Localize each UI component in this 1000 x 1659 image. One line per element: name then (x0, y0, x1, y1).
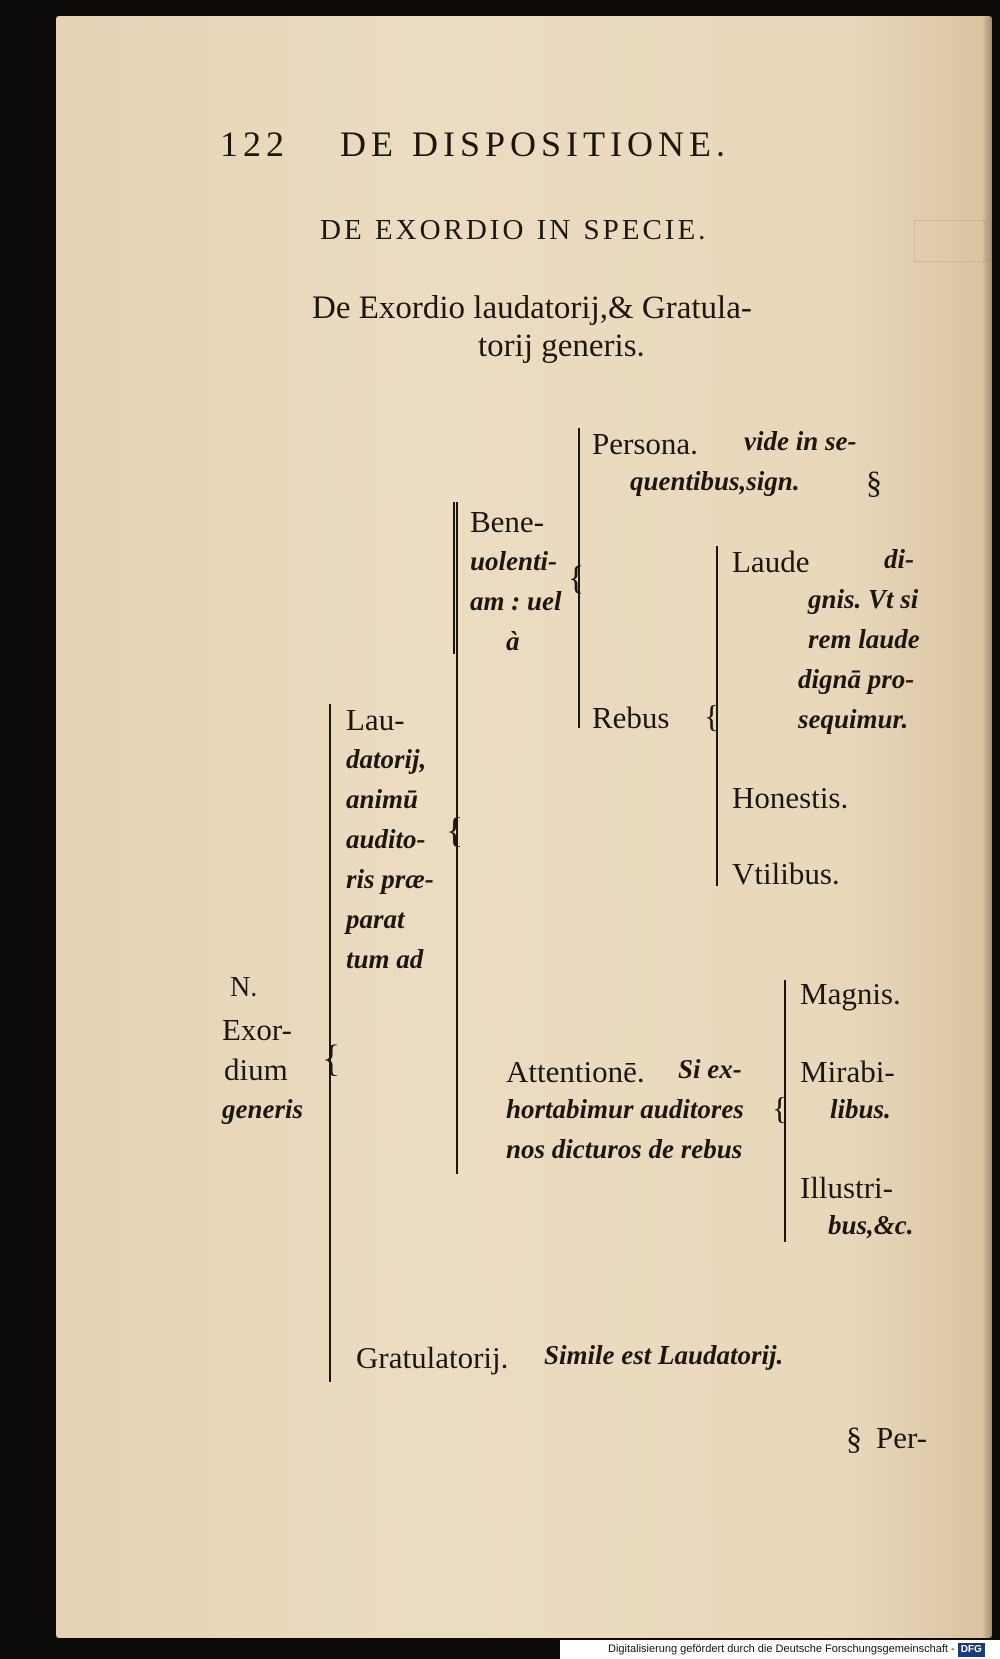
attentionem-line3: nos dicturos de rebus (506, 1134, 743, 1164)
benevolentiam-line2: uolenti- (470, 546, 558, 576)
laude-line3: dignā pro- (798, 664, 915, 694)
persona-label: Persona. (592, 426, 698, 461)
gratulatorij-label: Gratulatorij. (356, 1340, 509, 1375)
dfg-logo: DFG (958, 1643, 985, 1657)
laudatorij-line1: Lau- (346, 702, 405, 737)
section-sign-icon: § (866, 464, 882, 500)
persona-note-line2: quentibus,sign. (630, 466, 800, 496)
laudatorij-line4: audito- (346, 824, 426, 854)
book-page (56, 16, 992, 1638)
root-label-2: Exor- (222, 1012, 292, 1047)
mirabilibus-line1: Mirabi- (800, 1054, 895, 1089)
illustribus-line1: Illustri- (800, 1170, 893, 1205)
section-title: DE EXORDIO IN SPECIE. (320, 214, 709, 246)
laude-cont: di- (884, 544, 914, 574)
honestis-label: Honestis. (732, 780, 849, 815)
page-number: 122 (220, 124, 289, 164)
running-title: DE DISPOSITIONE. (340, 124, 730, 164)
rebus-brace: { (704, 698, 720, 734)
laude-label: Laude (732, 544, 810, 579)
rebus-label: Rebus (592, 700, 670, 735)
footer-text: Digitalisierung gefördert durch die Deutsche Forschungsgemeinschaft - (608, 1643, 955, 1655)
catchword: Per- (876, 1420, 928, 1455)
persona-note-line1: vide in se- (744, 426, 857, 456)
magnis-brace: { (772, 1090, 788, 1126)
mirabilibus-line2: libus. (830, 1094, 891, 1124)
benevolentiam-line3: am : uel (470, 586, 562, 616)
laude-line1: gnis. Vt si (808, 584, 919, 614)
attentionem-label: Attentionē. (506, 1054, 645, 1089)
laudatorij-line3: animū (346, 784, 419, 814)
benevolentiam-line4: à (506, 626, 520, 656)
laudatorij-line2: datorij, (346, 744, 427, 774)
laudatorij-line5: ris præ- (346, 864, 434, 894)
gratulatorij-note: Simile est Laudatorij. (544, 1340, 784, 1370)
magnis-label: Magnis. (800, 976, 901, 1011)
benevolentiam-bracket-line (453, 502, 455, 654)
section-sign-icon-catchword: § (846, 1420, 862, 1456)
root-label-4: generis (222, 1094, 303, 1124)
chapter-title-line2: torij generis. (478, 328, 645, 364)
utilibus-label: Vtilibus. (732, 856, 840, 891)
persona-rebus-brace: { (568, 560, 585, 597)
laudatorij-line6: parat (346, 904, 405, 934)
digitization-footer (560, 1640, 1000, 1659)
laude-line2: rem laude (808, 624, 920, 654)
library-stamp (914, 220, 986, 262)
attentionem-line1: Si ex- (678, 1054, 742, 1084)
attentionem-line2: hortabimur auditores (506, 1094, 744, 1124)
laude-line4: sequimur. (798, 704, 909, 734)
root-label-3: dium (224, 1052, 288, 1087)
illustribus-line2: bus,&c. (828, 1210, 914, 1240)
chapter-title-line1: De Exordio laudatorij,& Gratula- (312, 290, 752, 326)
laudatorij-bracket-brace: { (446, 810, 464, 850)
root-label-1: N. (230, 972, 258, 1003)
benevolentiam-line1: Bene- (470, 504, 545, 539)
laudatorij-line7: tum ad (346, 944, 424, 974)
root-bracket-brace: { (322, 1038, 341, 1080)
